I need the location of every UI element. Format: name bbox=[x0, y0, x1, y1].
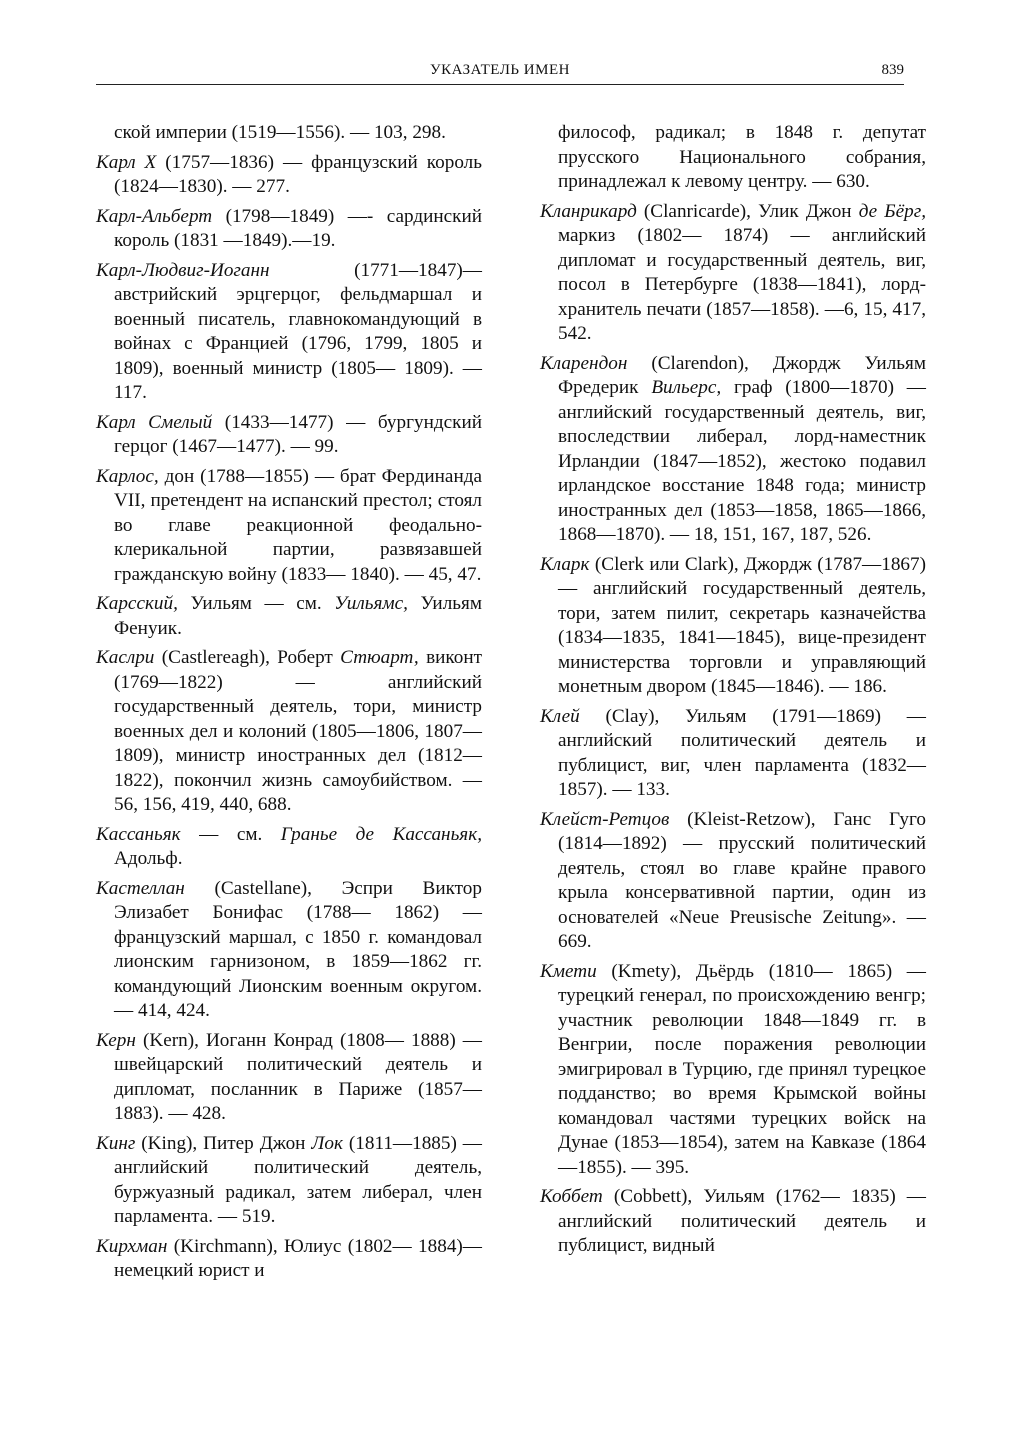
entry-text: (Clanricarde), Улик Джон де Бёрг, маркиз (1802— 1874) — английский дипломат и государственный деятель, виг, посол в Петербурге (1838—1841), лорд-хранитель печати (1857—1858). —6, 15, 417, 542. bbox=[558, 200, 927, 344]
entry-name: Клейст-Ретцов bbox=[540, 808, 670, 830]
index-entry bbox=[540, 200, 926, 347]
index-entry bbox=[96, 646, 482, 818]
entry-text: (1757—1836) — французский король (1824—1830). — 277. bbox=[114, 151, 482, 197]
entry-name: Карсский, bbox=[96, 593, 178, 614]
index-entry bbox=[96, 877, 482, 1024]
index-entry bbox=[540, 705, 926, 803]
entry-text: (1433—1477) — бургундский герцог (1467—1477). — 99. bbox=[114, 411, 482, 457]
entry-name: Клей bbox=[540, 705, 580, 727]
entry-text: (1798—1849) —- сардинский король (1831 —1849).—19. bbox=[114, 205, 482, 251]
entry-name: Кларк bbox=[540, 553, 590, 575]
index-entry bbox=[96, 121, 482, 146]
entry-name: Карл X bbox=[96, 151, 157, 173]
running-header bbox=[96, 60, 904, 85]
entry-name: Кланрикард bbox=[540, 200, 637, 222]
entry-name: Карл-Альберт bbox=[96, 205, 213, 227]
index-entry bbox=[96, 151, 482, 200]
entry-text: (1771—1847)— австрийский эрцгерцог, фельдмаршал и военный писатель, главнокомандующий в войнах с Францией (1796, 1799, 1805 и 1809), военный министр (1805— 1809). — 117. bbox=[114, 259, 482, 403]
entry-name: Каслри bbox=[96, 647, 155, 668]
index-entry bbox=[540, 808, 926, 955]
entry-text: дон (1788—1855) — брат Фердинанда VII, претендент на испанский престол; стоял во главе реакционной феодально-клерикальной партии, развязавшей гражданскую войну (1833— 1840). — 45, 47. bbox=[114, 465, 482, 585]
index-entry bbox=[96, 1132, 482, 1230]
entry-text: (Kirchmann), Юлиус (1802— 1884)— немецкий юрист и bbox=[114, 1235, 482, 1281]
entry-text: (King), Питер Джон Лок (1811—1885) — английский политический деятель, буржуазный радикал, затем либерал, член парламента. — 519. bbox=[114, 1132, 482, 1227]
index-entry bbox=[96, 411, 482, 460]
entry-text: (Clerk или Clark), Джордж (1787—1867) — английский государственный деятель, тори, затем пилит, секретарь казначейства (1834—1835, 1841—1845), вице-президент министерства торговли и управляющий монетным двором (1845—1846). — 186. bbox=[558, 553, 926, 697]
index-entry bbox=[540, 121, 926, 195]
entry-name: Кинг bbox=[96, 1132, 136, 1154]
entry-text: (Kmety), Дьёрдь (1810— 1865) — турецкий генерал, по происхождению венгр; участник революции 1848—1849 гг. в Венгрии, после поражения революции эмигрировал в Турцию, где принял турецкое подданство; во время Крымской войны командовал частями турецких войск на Дунае (1853—1854), затем на Кавказе (1864—1855). — 395. bbox=[558, 960, 926, 1178]
left-column bbox=[96, 121, 482, 1289]
entry-text: (Castlereagh), Роберт Стюарт, виконт (1769—1822) — английский государственный деятель, тори, министр военных дел и колоний (1805—1806, 1807— 1809), министр иностранных дел (1812—1822), покончил жизнь самоубийством. — 56, 156, 419, 440, 688. bbox=[114, 647, 482, 815]
index-entry bbox=[540, 352, 926, 548]
index-entry bbox=[96, 259, 482, 406]
entry-text: философ, радикал; в 1848 г. депутат прусского Национального собрания, принадлежал к левому центру. — 630. bbox=[558, 122, 926, 192]
entry-name: Кастеллан bbox=[96, 877, 185, 899]
index-entry bbox=[540, 553, 926, 700]
page-number: 839 bbox=[881, 62, 904, 78]
entry-name: Карлос, bbox=[96, 465, 159, 487]
index-entry bbox=[96, 205, 482, 254]
header-title: УКАЗАТЕЛЬ ИМЕН bbox=[430, 62, 570, 78]
entry-text: (Clay), Уильям (1791—1869) — английский политический деятель и публицист, виг, член парламента (1832—1857). — 133. bbox=[558, 705, 926, 800]
entry-name: Керн bbox=[96, 1029, 136, 1051]
index-entry bbox=[96, 1029, 482, 1127]
entry-name: Кмети bbox=[540, 960, 597, 982]
entry-text: — см. Гранье де Кассаньяк, Адольф. bbox=[114, 823, 482, 869]
entry-name: Кассаньяк bbox=[96, 823, 181, 845]
index-entry bbox=[96, 823, 482, 872]
entry-name: Карл-Людвиг-Иоганн bbox=[96, 259, 270, 281]
entry-name: Кларендон bbox=[540, 352, 628, 374]
index-entry bbox=[96, 1235, 482, 1284]
entry-text: (Clarendon), Джордж Уильям Фредерик Вильерс, граф (1800—1870) — английский государственный деятель, виг, впоследствии либерал, лорд-наместник Ирландии (1847—1852), жестоко подавил ирландское восстание 1848 года; министр иностранных дел (1853—1858, 1865—1866, 1868—1870). — 18, 151, 167, 187, 526. bbox=[558, 352, 926, 545]
entry-text: (Kleist-Retzow), Ганс Гуго (1814—1892) — прусский политический деятель, стоял во главе крайне правого крыла консервативной партии, один из основателей «Neue Preusische Zeitung». — 669. bbox=[558, 808, 926, 952]
entry-text: ской империи (1519—1556). — 103, 298. bbox=[114, 122, 446, 143]
index-entry bbox=[540, 960, 926, 1181]
entry-text: (Kern), Иоганн Конрад (1808— 1888) — швейцарский политический деятель и дипломат, посланник в Париже (1857—1883). — 428. bbox=[114, 1029, 482, 1124]
entry-name: Кирхман bbox=[96, 1235, 168, 1257]
entry-text: (Cobbett), Уильям (1762— 1835) — английский политический деятель и публицист, видный bbox=[558, 1186, 926, 1256]
entry-text: (Castellane), Эспри Виктор Элизабет Бонифас (1788— 1862) — французский маршал, с 1850 г. командовал лионским гарнизоном, в 1859—1862 гг. командующий Лионским военным округом. — 414, 424. bbox=[114, 877, 482, 1021]
entry-name: Карл Смелый bbox=[96, 411, 213, 433]
right-column bbox=[540, 121, 926, 1264]
index-entry bbox=[540, 1185, 926, 1259]
index-entry bbox=[96, 592, 482, 641]
entry-text: Уильям — см. Уильямс, Уильям Фенуик. bbox=[114, 593, 482, 639]
entry-name: Коббет bbox=[540, 1186, 603, 1207]
index-entry bbox=[96, 465, 482, 588]
